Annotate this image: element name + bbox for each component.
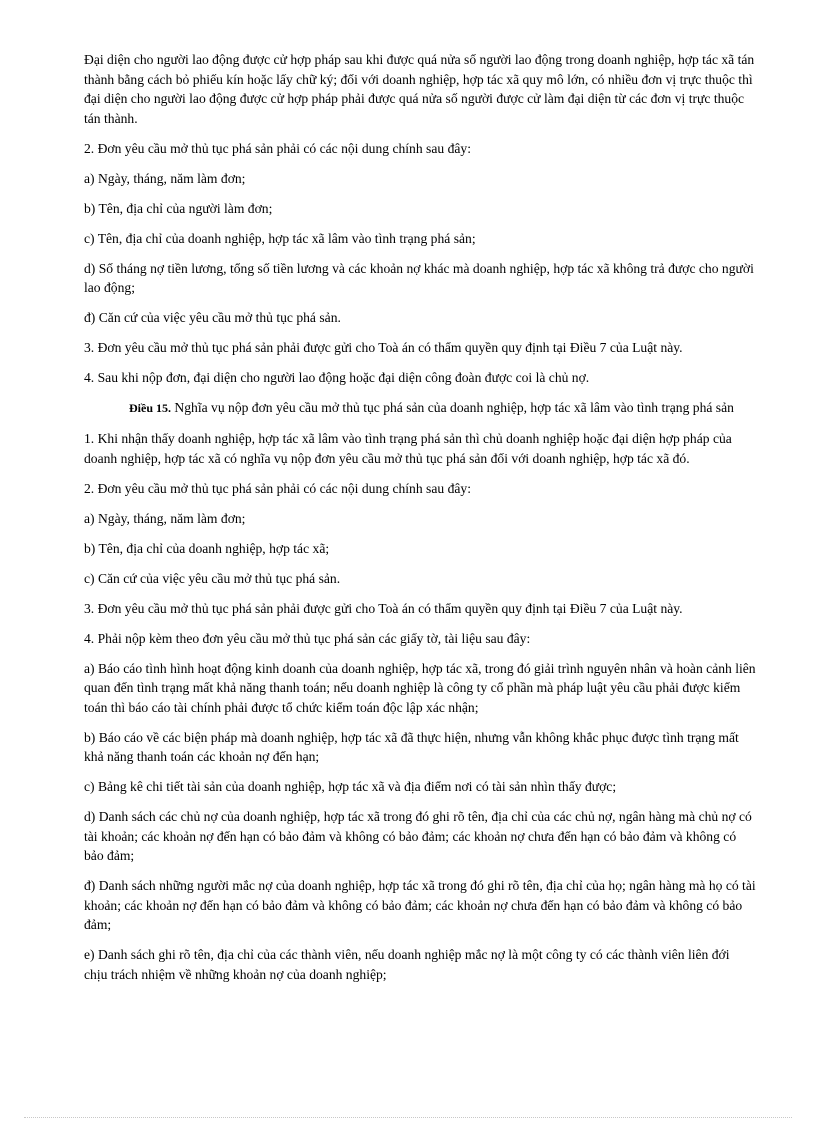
clause-4-creditor: 4. Sau khi nộp đơn, đại diện cho người lao động hoặc đại diện công đoàn được coi là chủ nợ. — [84, 370, 590, 385]
article-clause-2: 2. Đơn yêu cầu mở thủ tục phá sản phải có các nội dung chính sau đây: — [84, 480, 471, 496]
item-d-wages: d) Số tháng nợ tiền lương, tổng số tiền lương và các khoản nợ khác mà doanh nghiệp, hợp tác xã không trả được cho người lao động; — [84, 260, 754, 295]
clause-3-court: 3. Đơn yêu cầu mở thủ tục phá sản phải được gửi cho Toà án có thẩm quyền quy định tại Điều 7 của Luật này. — [84, 340, 683, 355]
article-heading — [84, 398, 756, 419]
clause-2-application-content: 2. Đơn yêu cầu mở thủ tục phá sản phải có các nội dung chính sau đây: — [84, 140, 471, 156]
item-c-enterprise: c) Tên, địa chỉ của doanh nghiệp, hợp tác xã lâm vào tình trạng phá sản; — [84, 230, 476, 246]
doc-item-c-assets: c) Bảng kê chi tiết tài sản của doanh nghiệp, hợp tác xã và địa điểm nơi có tài sản nhìn thấy được; — [84, 779, 617, 794]
article-clause-4: 4. Phải nộp kèm theo đơn yêu cầu mở thủ tục phá sản các giấy tờ, tài liệu sau đây: — [84, 630, 531, 646]
paragraph-representative: Đại diện cho người lao động được cử hợp pháp sau khi được quá nửa số người lao động trong doanh nghiệp, hợp tác xã tán thành bằng cách bỏ phiếu kín hoặc lấy chữ ký; đối với doanh nghiệp, hợp tác xã quy mô lớn, có nhiều đơn vị trực thuộc thì đại diện cho người lao động được cử hợp pháp phải được quá nửa số người được cử làm đại diện từ các đơn vị trực thuộc tán thành. — [84, 52, 755, 126]
article-title: Nghĩa vụ nộp đơn yêu cầu mở thủ tục phá sản của doanh nghiệp, hợp tác xã lâm vào tình trạng phá sản — [174, 400, 734, 415]
doc-item-dd-debtors: đ) Danh sách những người mắc nợ của doanh nghiệp, hợp tác xã trong đó ghi rõ tên, địa chỉ của họ; ngân hàng mà họ có tài khoản; các khoản nợ đến hạn có bảo đảm và không có bảo đảm; các khoản nợ chưa đến hạn có bảo đảm và không có bảo đảm; — [84, 878, 756, 932]
item-a-date: a) Ngày, tháng, năm làm đơn; — [84, 170, 246, 186]
document-page — [84, 50, 756, 995]
doc-item-d-creditors: d) Danh sách các chủ nợ của doanh nghiệp, hợp tác xã trong đó ghi rõ tên, địa chỉ của các chủ nợ, ngân hàng mà chủ nợ có tài khoản; các khoản nợ đến hạn có bảo đảm và không có bảo đảm; các khoản nợ chưa đến hạn có bảo đảm và không có bảo đảm; — [84, 809, 752, 863]
article-number: Điều 15. — [129, 401, 171, 415]
article-item-c-grounds: c) Căn cứ của việc yêu cầu mở thủ tục phá sản. — [84, 570, 341, 586]
doc-item-a-report: a) Báo cáo tình hình hoạt động kinh doanh của doanh nghiệp, hợp tác xã, trong đó giải trình nguyên nhân và hoàn cảnh liên quan đến tình trạng mất khả năng thanh toán; nếu doanh nghiệp là công ty cổ phần mà pháp luật yêu cầu phải được kiểm toán thì báo cáo tài chính phải được tổ chức kiểm toán độc lập xác nhận; — [84, 660, 756, 715]
article-clause-3: 3. Đơn yêu cầu mở thủ tục phá sản phải được gửi cho Toà án có thẩm quyền quy định tại Điều 7 của Luật này. — [84, 600, 683, 616]
article-item-b-name: b) Tên, địa chỉ của doanh nghiệp, hợp tác xã; — [84, 540, 330, 556]
page-bottom-divider — [24, 1117, 792, 1118]
article-item-a-date: a) Ngày, tháng, năm làm đơn; — [84, 510, 246, 526]
article-clause-1: 1. Khi nhận thấy doanh nghiệp, hợp tác xã lâm vào tình trạng phá sản thì chủ doanh nghiệp hoặc đại diện hợp pháp của doanh nghiệp, hợp tác xã có nghĩa vụ nộp đơn yêu cầu mở thủ tục phá sản đối với doanh nghiệp, hợp tác xã đó. — [84, 431, 732, 466]
doc-item-b-measures: b) Báo cáo về các biện pháp mà doanh nghiệp, hợp tác xã đã thực hiện, nhưng vẫn không khắc phục được tình trạng mất khả năng thanh toán các khoản nợ đến hạn; — [84, 729, 739, 764]
item-dd-grounds: đ) Căn cứ của việc yêu cầu mở thủ tục phá sản. — [84, 310, 341, 325]
item-b-applicant: b) Tên, địa chỉ của người làm đơn; — [84, 200, 273, 216]
doc-item-e-members: e) Danh sách ghi rõ tên, địa chỉ của các thành viên, nếu doanh nghiệp mắc nợ là một công ty có các thành viên liên đới chịu trách nhiệm về những khoản nợ của doanh nghiệp; — [84, 947, 730, 982]
